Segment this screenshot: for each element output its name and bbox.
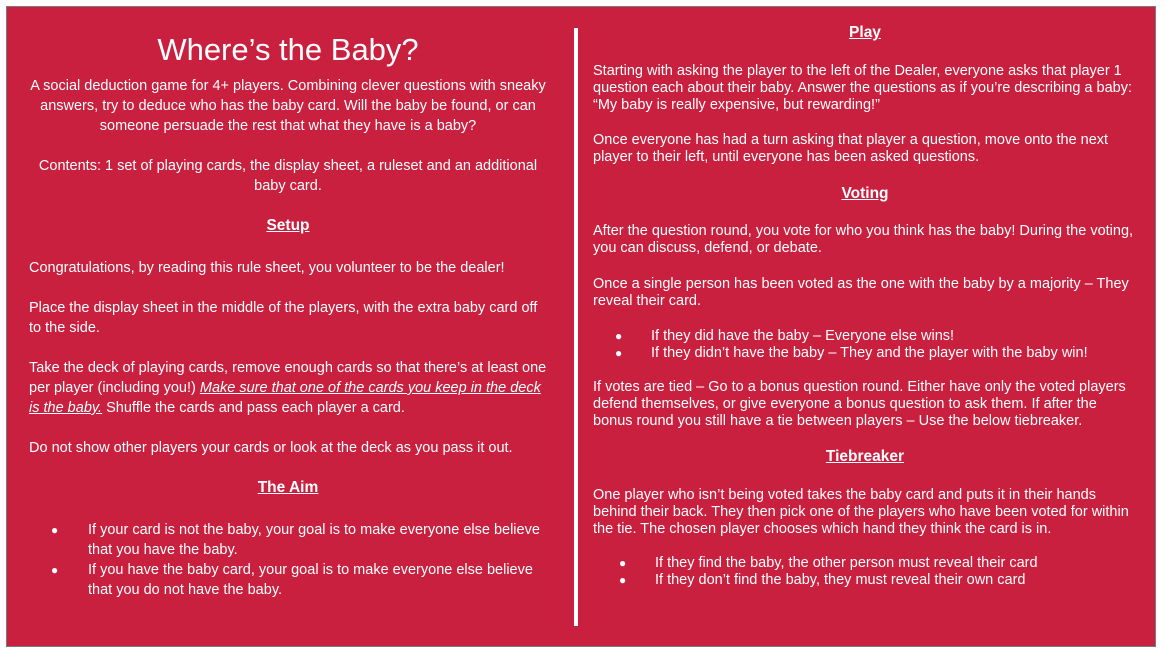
setup-heading: Setup bbox=[266, 217, 310, 234]
voting-bullet-2-text: If they didn’t have the baby – They and the player with the baby win! bbox=[651, 345, 1088, 361]
tiebreaker-paragraph-1: One player who isn’t being voted takes the baby card and puts it in their hands behind their back. They then pick one of the players who have been voted for within the tie. The chosen player chooses which hand they think the card is in. bbox=[593, 487, 1129, 537]
tiebreaker-heading: Tiebreaker bbox=[825, 448, 905, 465]
voting-heading: Voting bbox=[841, 185, 889, 202]
tiebreaker-bullet-2-text: If they don’t find the baby, they must reveal their own card bbox=[655, 572, 1026, 588]
page-title: Where’s the Baby? bbox=[157, 32, 419, 67]
rules-slide bbox=[6, 6, 1156, 647]
aim-bullet-2 bbox=[51, 560, 551, 600]
intro-text: A social deduction game for 4+ players. Combining clever questions with sneaky answers, try to deduce who has the baby card. Will the baby be found, or can someone persuade the rest that what they have is a baby? bbox=[30, 78, 546, 134]
voting-paragraph-2: Once a single person has been voted as the one with the baby by a majority – They reveal their card. bbox=[593, 276, 1129, 309]
setup-paragraph-4: Do not show other players your cards or look at the deck as you pass it out. bbox=[29, 440, 513, 456]
voting-paragraph-3: If votes are tied – Go to a bonus question round. Either have only the voted players defend themselves, or give everyone a bonus question to ask them. If after the bonus round you still have a tie between players – Use the below tiebreaker. bbox=[593, 379, 1126, 429]
bullet-dot: ● bbox=[615, 346, 623, 360]
setup-paragraph-2: Place the display sheet in the middle of the players, with the extra baby card off to the side. bbox=[29, 300, 538, 336]
tiebreaker-bullet-1-text: If they find the baby, the other person must reveal their card bbox=[655, 555, 1038, 571]
tiebreaker-bullet-2 bbox=[619, 572, 1135, 590]
bullet-dot: ● bbox=[51, 563, 59, 577]
aim-bullet-1 bbox=[51, 520, 551, 560]
voting-bullet-1 bbox=[615, 328, 1135, 346]
bullet-dot: ● bbox=[619, 573, 627, 587]
bullet-dot: ● bbox=[619, 556, 627, 570]
play-paragraph-2: Once everyone has had a turn asking that player a question, move onto the next player to their left, until everyone has been asked questions. bbox=[593, 132, 1109, 165]
setup-paragraph-1: Congratulations, by reading this rule sheet, you volunteer to be the dealer! bbox=[29, 260, 505, 276]
voting-bullet-1-text: If they did have the baby – Everyone else wins! bbox=[651, 328, 955, 344]
play-heading: Play bbox=[849, 24, 881, 41]
setup-p3-emphasis: Make sure that one of the cards you keep in the deck is the baby. bbox=[29, 380, 541, 416]
column-divider bbox=[574, 28, 578, 626]
voting-bullet-2 bbox=[615, 345, 1135, 363]
play-paragraph-1: Starting with asking the player to the left of the Dealer, everyone asks that player 1 question each about their baby. Answer the questions as if you’re describing a baby: “My baby is really expensive, but rewarding!” bbox=[593, 63, 1132, 113]
aim-bullet-2-text: If you have the baby card, your goal is to make everyone else believe that you do not have the baby. bbox=[88, 562, 533, 598]
voting-paragraph-1: After the question round, you vote for who you think has the baby! During the voting, you can discuss, defend, or debate. bbox=[593, 223, 1134, 256]
bullet-dot: ● bbox=[615, 329, 623, 343]
setup-paragraph-3 bbox=[29, 358, 549, 418]
aim-heading: The Aim bbox=[257, 479, 319, 496]
setup-p3-pre: Take the deck of playing cards, remove enough cards so that there’s at least one per player (including you!) bbox=[29, 360, 547, 396]
setup-p3-post: Shuffle the cards and pass each player a card. bbox=[102, 400, 405, 416]
bullet-dot: ● bbox=[51, 523, 59, 537]
tiebreaker-bullet-1 bbox=[619, 555, 1135, 573]
aim-bullet-1-text: If your card is not the baby, your goal is to make everyone else believe that you have the baby. bbox=[88, 522, 540, 558]
contents-text: Contents: 1 set of playing cards, the display sheet, a ruleset and an additional baby card. bbox=[38, 158, 538, 194]
